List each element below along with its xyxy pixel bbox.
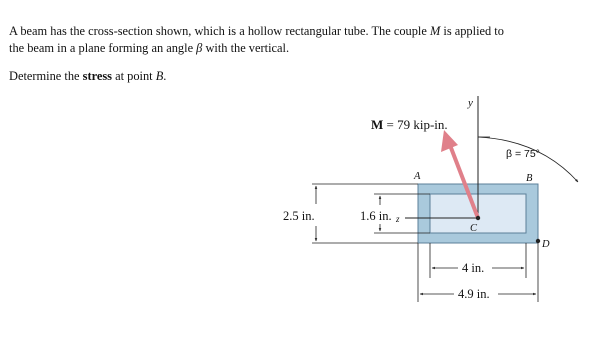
inner-width-label: 4 in.	[462, 261, 485, 275]
beta-symbol: β	[196, 41, 203, 55]
problem-text-2a: the beam in a plane forming an angle	[9, 41, 197, 55]
problem-text-1a: A beam has the cross-section shown, which is a hollow rectangular tube. The couple	[9, 24, 430, 38]
task-stress: stress	[82, 69, 112, 83]
axis-z-label: z	[396, 214, 400, 224]
point-C-marker	[476, 216, 480, 220]
task-text-b: at point	[112, 69, 156, 83]
point-A-label: A	[414, 171, 421, 182]
task-point-B: B	[155, 69, 164, 83]
point-C-label: C	[470, 223, 478, 234]
moment-symbol: M	[429, 24, 441, 38]
task-period: .	[163, 69, 167, 83]
problem-text-2b: with the vertical.	[202, 41, 290, 55]
outer-width-label: 4.9 in.	[458, 287, 490, 301]
outer-height-label: 2.5 in.	[283, 209, 315, 223]
problem-text-1b: is applied to	[440, 24, 504, 38]
moment-label: M = 79 kip-in.	[371, 117, 448, 132]
angle-label: β = 75°	[506, 148, 540, 160]
task-text-a: Determine the	[9, 69, 83, 83]
point-D-label: D	[542, 239, 550, 250]
point-B-label: B	[526, 173, 533, 184]
axis-y-label: y	[468, 97, 473, 109]
inner-height-label: 1.6 in.	[360, 209, 392, 223]
point-D-marker	[536, 239, 540, 243]
